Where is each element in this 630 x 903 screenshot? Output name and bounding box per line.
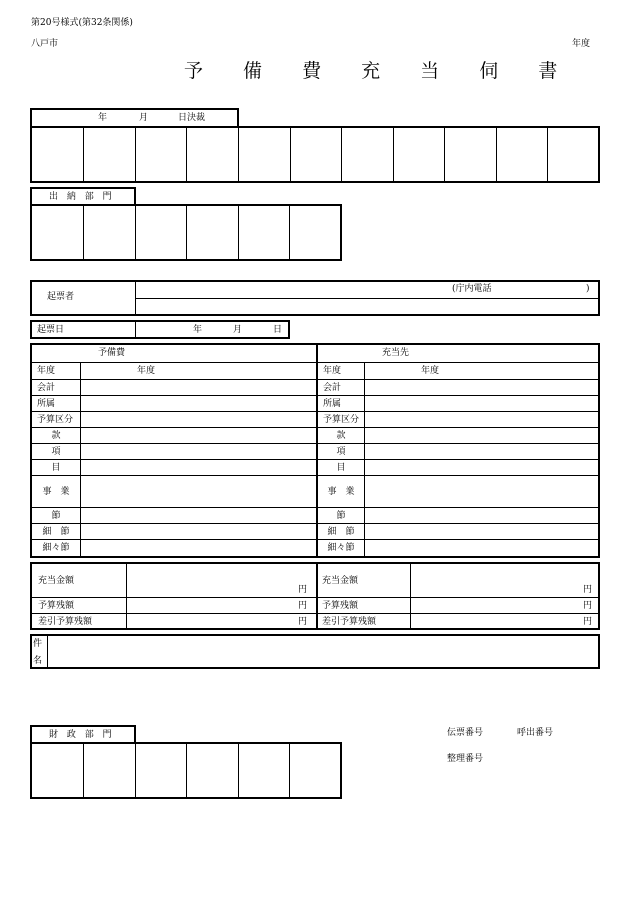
- row-label: 細 節: [327, 526, 355, 537]
- phone-label: (庁内電話: [452, 284, 492, 294]
- table-row: [318, 395, 600, 412]
- treasury-dept-label: 出 納 部 門: [49, 192, 115, 202]
- stamp-divider: [238, 128, 239, 181]
- stamp-divider: [496, 128, 497, 181]
- table-row: [318, 507, 600, 524]
- amounts-row-line: [32, 597, 598, 598]
- draft-date-box: [30, 320, 290, 339]
- row-label: 目: [51, 462, 61, 473]
- phone-close: ): [586, 284, 590, 294]
- draft-date-divider: [135, 322, 136, 337]
- form-number: 第20号様式(第32条関係): [31, 18, 133, 28]
- stamp-divider: [186, 206, 187, 259]
- row-divider: [80, 396, 81, 412]
- row-value: 年度: [137, 365, 156, 376]
- allocation-target-header: 充当先: [382, 348, 410, 358]
- row-label: 目: [336, 462, 346, 473]
- row-label: 事 業: [42, 486, 70, 497]
- decision-month: 月: [139, 113, 149, 123]
- stamp-divider: [289, 206, 290, 259]
- row-divider: [80, 524, 81, 540]
- yen-unit: 円: [298, 601, 308, 611]
- table-row: [32, 539, 316, 556]
- draft-year: 年: [193, 325, 203, 335]
- table-row: [318, 475, 600, 508]
- subject-divider: [47, 636, 48, 667]
- row-divider: [364, 428, 365, 444]
- left-allocation-label: 充当金額: [38, 576, 75, 586]
- drafter-hline: [135, 298, 598, 299]
- stamp-divider: [83, 744, 84, 797]
- table-row: [32, 363, 316, 379]
- call-number-label: 呼出番号: [517, 728, 554, 738]
- table-row: [32, 427, 316, 444]
- amounts-row-line: [32, 613, 598, 614]
- stamp-divider: [341, 128, 342, 181]
- row-divider: [364, 508, 365, 524]
- page-title: 予 備 費 充 当 伺 書: [184, 60, 575, 82]
- draft-day: 日: [273, 325, 283, 335]
- amounts-center-divider: [316, 564, 318, 628]
- right-allocation-label: 充当金額: [322, 576, 359, 586]
- stamp-divider: [393, 128, 394, 181]
- table-row: [32, 523, 316, 540]
- row-label: 節: [336, 510, 346, 521]
- stamp-divider: [290, 128, 291, 181]
- row-label: 款: [336, 430, 346, 441]
- row-label: 予算区分: [37, 414, 74, 425]
- row-divider: [364, 412, 365, 428]
- amounts-label-divider: [410, 564, 411, 628]
- row-divider: [80, 412, 81, 428]
- draft-month: 月: [233, 325, 243, 335]
- stamp-divider: [238, 206, 239, 259]
- city-name: 八戸市: [31, 39, 59, 49]
- row-divider: [80, 460, 81, 476]
- table-row: [318, 427, 600, 444]
- yen-unit: 円: [583, 601, 593, 611]
- approval-stamp-row: [30, 126, 600, 183]
- table-row: [318, 363, 600, 379]
- row-label: 項: [336, 446, 346, 457]
- table-row: [318, 411, 600, 428]
- yen-unit: 円: [298, 617, 308, 627]
- stamp-divider: [444, 128, 445, 181]
- stamp-divider: [547, 128, 548, 181]
- decision-date-tab: [30, 108, 239, 128]
- yen-unit: 円: [298, 585, 308, 595]
- allocation-target-rows: [318, 363, 600, 558]
- drafter-label: 起票者: [47, 292, 75, 302]
- subject-box: [30, 634, 600, 669]
- row-divider: [364, 540, 365, 556]
- row-label: 款: [51, 430, 61, 441]
- right-budget-remaining-label: 予算残額: [322, 601, 359, 611]
- decision-year: 年: [98, 113, 108, 123]
- row-label: 所属: [323, 398, 342, 409]
- table-row: [32, 379, 316, 396]
- row-label: 所属: [37, 398, 56, 409]
- drafter-box: [30, 280, 600, 316]
- stamp-divider: [135, 744, 136, 797]
- treasury-stamp-row: [30, 204, 342, 261]
- amounts-table: [30, 562, 600, 630]
- stamp-divider: [83, 206, 84, 259]
- table-row: [32, 443, 316, 460]
- table-row: [32, 411, 316, 428]
- row-divider: [364, 476, 365, 508]
- row-label: 年度: [37, 365, 56, 376]
- table-row: [318, 459, 600, 476]
- row-label: 細 節: [42, 526, 70, 537]
- left-net-remaining-label: 差引予算残額: [38, 617, 93, 627]
- row-divider: [364, 524, 365, 540]
- stamp-divider: [186, 128, 187, 181]
- row-divider: [364, 363, 365, 379]
- stamp-divider: [83, 128, 84, 181]
- subject-label-2: 名: [33, 656, 43, 666]
- row-divider: [364, 396, 365, 412]
- row-divider: [80, 380, 81, 396]
- yen-unit: 円: [583, 617, 593, 627]
- table-row: [32, 475, 316, 508]
- right-net-remaining-label: 差引予算残額: [322, 617, 377, 627]
- row-divider: [80, 540, 81, 556]
- row-label: 節: [51, 510, 61, 521]
- table-row: [318, 443, 600, 460]
- row-label: 細々節: [327, 542, 355, 553]
- left-budget-remaining-label: 予算残額: [38, 601, 75, 611]
- row-label: 会計: [37, 382, 56, 393]
- reserve-fund-rows: [32, 363, 316, 558]
- stamp-divider: [186, 744, 187, 797]
- row-value: 年度: [421, 365, 440, 376]
- table-row: [32, 459, 316, 476]
- stamp-divider: [135, 128, 136, 181]
- row-label: 予算区分: [323, 414, 360, 425]
- table-row: [32, 395, 316, 412]
- row-divider: [364, 460, 365, 476]
- fiscal-year-label: 年度: [572, 39, 591, 49]
- row-divider: [364, 380, 365, 396]
- stamp-divider: [135, 206, 136, 259]
- row-label: 細々節: [42, 542, 70, 553]
- draft-date-label: 起票日: [37, 325, 65, 335]
- table-row: [318, 523, 600, 540]
- amounts-label-divider: [126, 564, 127, 628]
- finance-stamp-row: [30, 742, 342, 799]
- subject-label-1: 件: [33, 639, 43, 649]
- row-label: 事 業: [327, 486, 355, 497]
- yen-unit: 円: [583, 585, 593, 595]
- row-divider: [80, 508, 81, 524]
- stamp-divider: [238, 744, 239, 797]
- table-row: [318, 379, 600, 396]
- arrangement-number-label: 整理番号: [447, 754, 484, 764]
- reserve-fund-header: 予備費: [98, 348, 126, 358]
- voucher-number-label: 伝票番号: [447, 728, 484, 738]
- row-label: 会計: [323, 382, 342, 393]
- budget-table: [30, 343, 600, 558]
- row-divider: [80, 444, 81, 460]
- row-label: 項: [51, 446, 61, 457]
- row-label: 年度: [323, 365, 342, 376]
- row-divider: [364, 444, 365, 460]
- table-row: [32, 507, 316, 524]
- row-divider: [80, 428, 81, 444]
- finance-dept-label: 財 政 部 門: [49, 730, 115, 740]
- row-divider: [80, 476, 81, 508]
- stamp-divider: [289, 744, 290, 797]
- decision-day: 日決裁: [178, 113, 206, 123]
- table-row: [318, 539, 600, 556]
- row-divider: [80, 363, 81, 379]
